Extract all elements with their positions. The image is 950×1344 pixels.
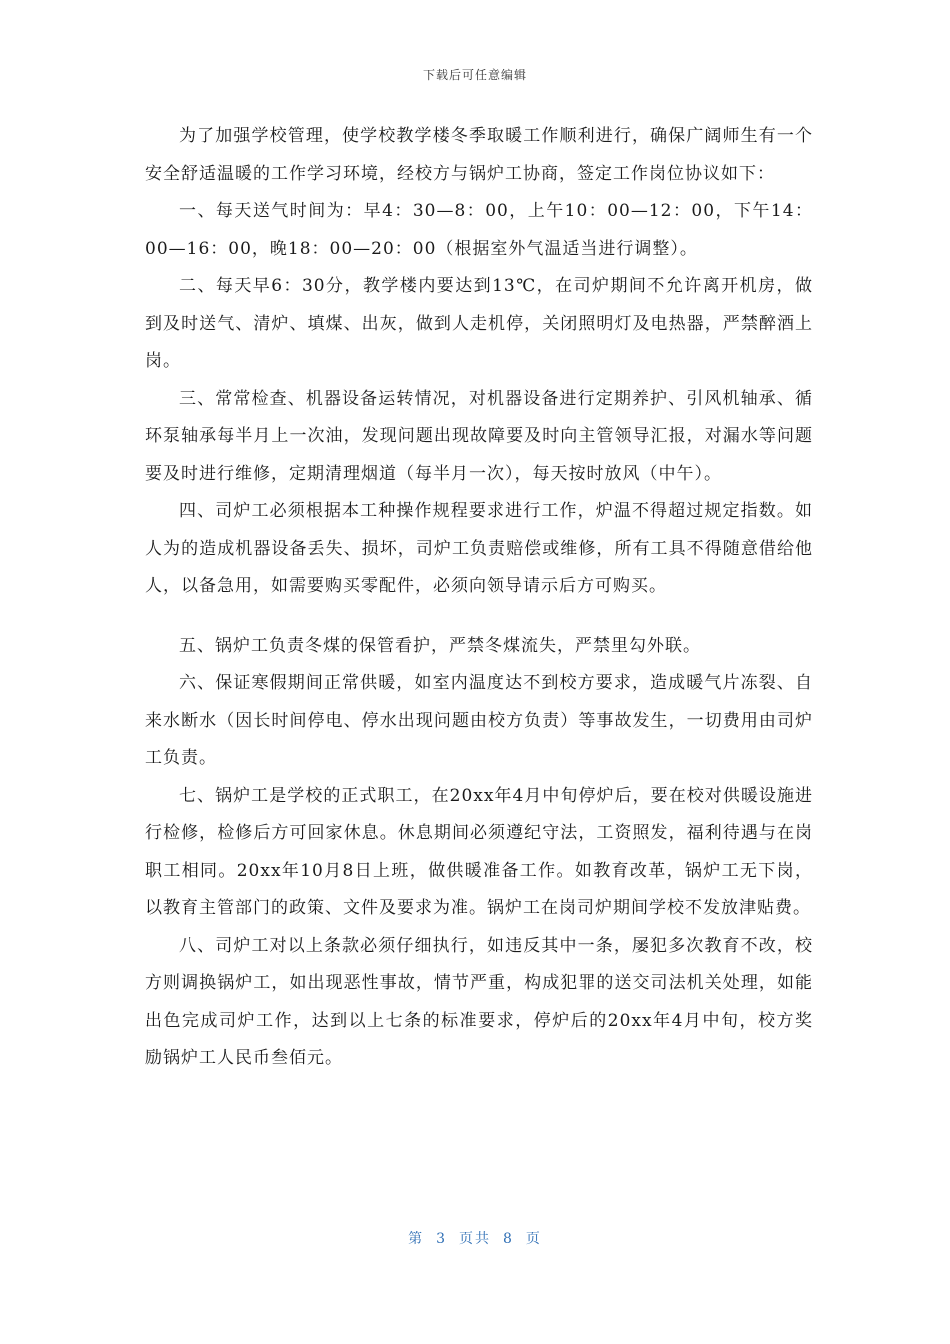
paragraph-clause-4: 四、司炉工必须根据本工种操作规程要求进行工作，炉温不得超过规定指数。如人为的造成机器设备丢失、损坏，司炉工负责赔偿或维修，所有工具不得随意借给他人，以备急用，如需要购买零配件，必须向领导请示后方可购买。 — [145, 501, 813, 596]
paragraph-intro: 为了加强学校管理，使学校教学楼冬季取暖工作顺利进行，确保广阔师生有一个安全舒适温暖的工作学习环境，经校方与锅炉工协商，签定工作岗位协议如下： — [145, 126, 813, 184]
paragraph-clause-6: 六、保证寒假期间正常供暖，如室内温度达不到校方要求，造成暖气片冻裂、自来水断水（因长时间停电、停水出现问题由校方负责）等事故发生，一切费用由司炉工负责。 — [145, 673, 813, 768]
footer-suffix: 页 — [525, 1231, 542, 1247]
paragraph-clause-2: 二、每天早6：30分，教学楼内要达到13℃，在司炉期间不允许离开机房，做到及时送气、清炉、填煤、出灰，做到人走机停，关闭照明灯及电热器，严禁醉酒上岗。 — [145, 276, 813, 371]
page-footer — [0, 1228, 950, 1248]
page-header: 下载后可任意编辑 — [422, 68, 527, 82]
document-body — [145, 118, 813, 1078]
paragraph-clause-7: 七、锅炉工是学校的正式职工，在20xx年4月中旬停炉后，要在校对供暖设施进行检修，检修后方可回家休息。休息期间必须遵纪守法，工资照发，福利待遇与在岗职工相同。20xx年10月8日上班，做供暖准备工作。如教育改革，锅炉工无下岗，以教育主管部门的政策、文件及要求为准。锅炉工在岗司炉期间学校不发放津贴费。 — [145, 785, 813, 918]
footer-total-pages: 8 — [503, 1231, 514, 1247]
paragraph-clause-5: 五、锅炉工负责冬煤的保管看护，严禁冬煤流失，严禁里勾外联。 — [179, 635, 701, 656]
footer-prefix: 第 — [408, 1231, 425, 1247]
footer-middle: 页共 — [459, 1231, 491, 1247]
paragraph-clause-3: 三、常常检查、机器设备运转情况，对机器设备进行定期养护、引风机轴承、循环泵轴承每半月上一次油，发现问题出现故障要及时向主管领导汇报，对漏水等问题要及时进行维修，定期清理烟道（每半月一次），每天按时放风（中午）。 — [145, 388, 813, 484]
paragraph-clause-8: 八、司炉工对以上条款必须仔细执行，如违反其中一条，屡犯多次教育不改，校方则调换锅炉工，如出现恶性事故，情节严重，构成犯罪的送交司法机关处理，如能出色完成司炉工作，达到以上七条的标准要求，停炉后的20xx年4月中旬，校方奖励锅炉工人民币叁佰元。 — [145, 935, 813, 1068]
paragraph-clause-1: 一、每天送气时间为：早4：30—8：00，上午10：00—12：00，下午14：00—16：00，晚18：00—20：00（根据室外气温适当进行调整）。 — [145, 201, 813, 259]
footer-current-page: 3 — [436, 1231, 447, 1247]
